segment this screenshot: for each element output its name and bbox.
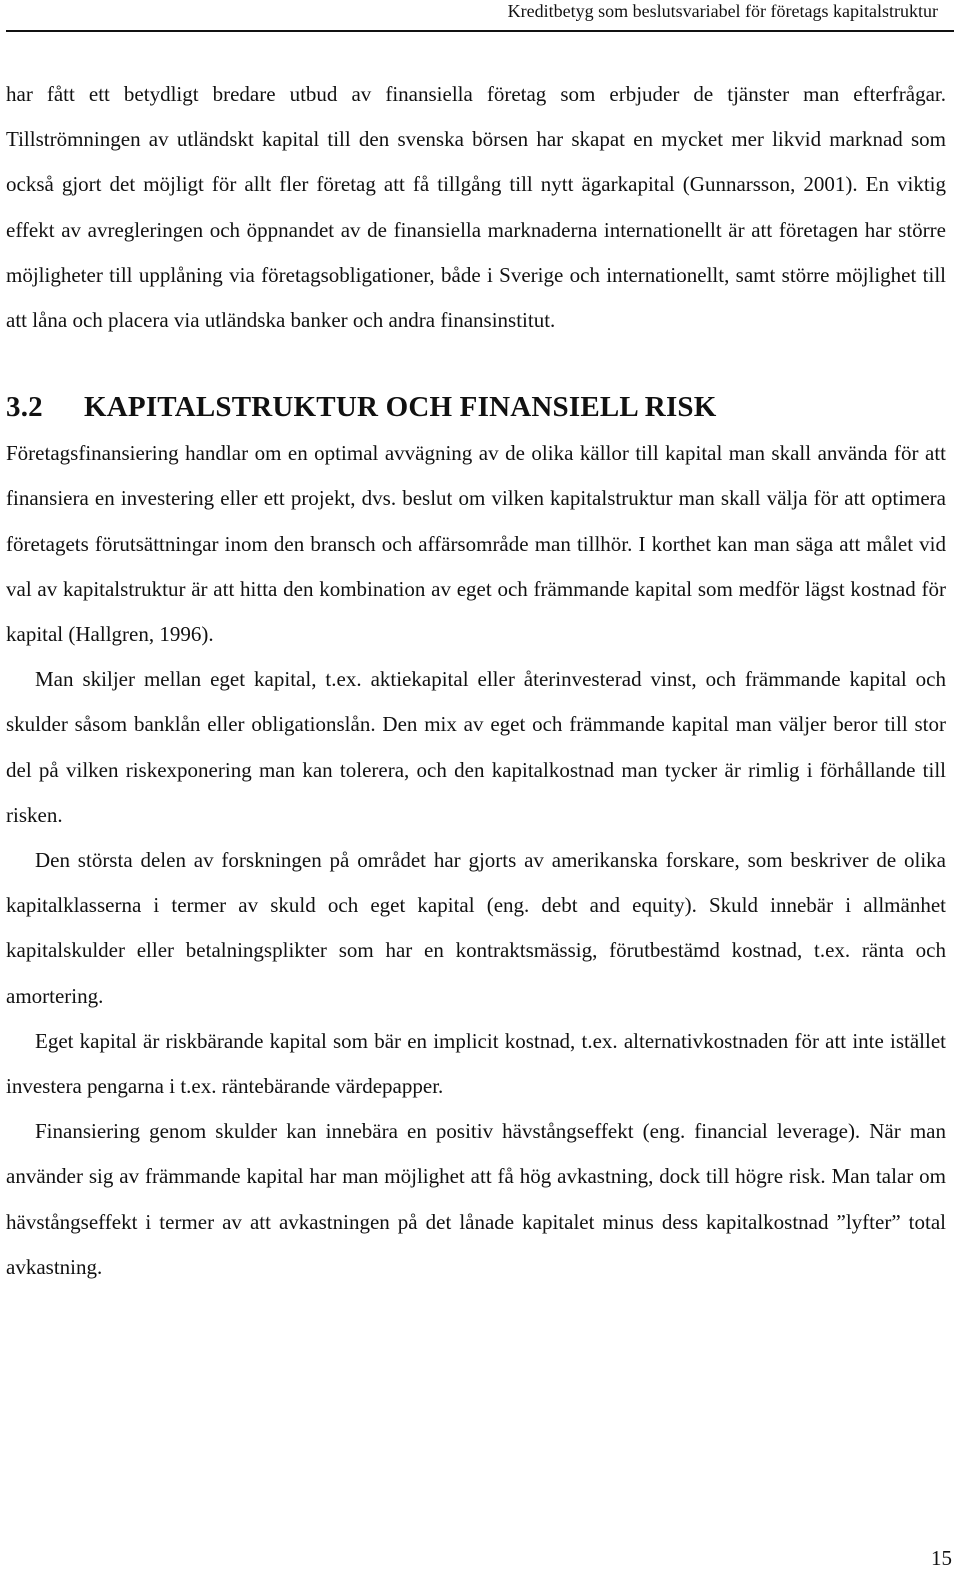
paragraph: Den största delen av forskningen på området har gjorts av amerikanska forskare, som beskriver de olika kapitalklasserna i termer av skuld och eget kapital (eng. debt and equity). Skuld innebär i allmänhet kapitalskulder eller betalningsplikter som har en kontraktsmässig, förutbestämd kostnad, t.ex. ränta och amortering. — [6, 848, 946, 1008]
paragraph-continuation: har fått ett betydligt bredare utbud av finansiella företag som erbjuder de tjänster man efterfrågar. Tillströmningen av utländskt kapital till den svenska börsen har skapat en mycket mer likvid marknad som också gjort det möjligt för allt fler företag att få tillgång till nytt ägarkapital (Gunnarsson, 2001). En viktig effekt av avregleringen och öppnandet av de finansiella marknaderna internationellt är att företagen har större möjligheter till upplåning via företagsobligationer, både i Sverige och internationellt, samt större möjlighet till att låna och placera via utländska banker och andra finansinstitut. — [6, 82, 946, 333]
section-heading — [6, 383, 946, 431]
paragraph: Företagsfinansiering handlar om en optimal avvägning av de olika källor till kapital man skall använda för att finansiera en investering eller ett projekt, dvs. beslut om vilken kapitalstruktur man skall välja för att optimera företagets förutsättningar inom den bransch och affärsområde man tillhör. I korthet kan man säga att målet vid val av kapitalstruktur är att hitta den kombination av eget och främmande kapital som medför lägst kostnad för kapital (Hallgren, 1996). — [6, 441, 946, 647]
paragraph: Finansiering genom skulder kan innebära en positiv hävstångseffekt (eng. financial leverage). När man använder sig av främmande kapital har man möjlighet att få hög avkastning, dock till högre risk. Man talar om hävstångseffekt i termer av att avkastningen på det lånade kapitalet minus dess kapitalkostnad ”lyfter” total avkastning. — [6, 1119, 946, 1279]
section-title: KAPITALSTRUKTUR OCH FINANSIELL RISK — [84, 391, 717, 424]
section-number: 3.2 — [6, 391, 43, 424]
running-header: Kreditbetyg som beslutsvariabel för företags kapitalstruktur — [507, 1, 938, 21]
paragraph: Eget kapital är riskbärande kapital som bär en implicit kostnad, t.ex. alternativkostnaden för att inte istället investera pengarna i t.ex. räntebärande värdepapper. — [6, 1028, 946, 1099]
body-text — [6, 72, 946, 1290]
header-rule — [6, 30, 954, 32]
page-number: 15 — [931, 1546, 952, 1570]
paragraph: Man skiljer mellan eget kapital, t.ex. aktiekapital eller återinvesterad vinst, och främmande kapital och skulder såsom banklån eller obligationslån. Den mix av eget och främmande kapital man väljer beror till stor del på vilken riskexponering man kan tolerera, och den kapitalkostnad man tycker är rimlig i förhållande till risken. — [6, 667, 946, 827]
